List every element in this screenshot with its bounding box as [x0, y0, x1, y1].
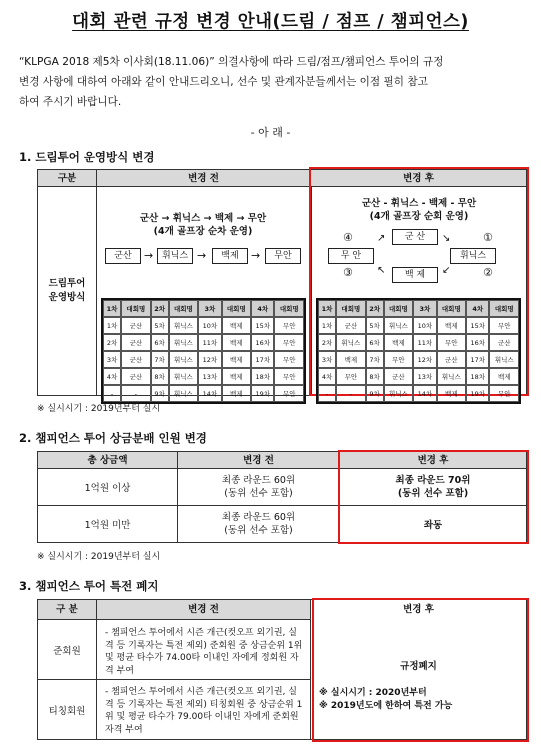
after-grid-cell: 5차 [366, 317, 384, 334]
table-row [318, 334, 519, 351]
before-grid-cell: 10차 [198, 317, 221, 334]
after-grid-cell: 17차 [466, 351, 489, 368]
after-grid-cell: - [318, 385, 336, 402]
before-grid-header: 4차 [251, 300, 274, 317]
prize-amount-cell: 1억원 이상 [38, 469, 178, 506]
before-grid-cell: 군산 [121, 334, 150, 351]
after-flow-subtitle: (4개 골프장 순회 운영) [369, 211, 469, 222]
after-grid-cell: 3차 [318, 351, 336, 368]
before-line: 최종 라운드 60위 [221, 475, 296, 486]
table-row [103, 334, 304, 351]
before-grid-cell: 18차 [251, 368, 274, 385]
before-grid-cell: 11차 [198, 334, 221, 351]
after-grid-cell: 군산 [437, 351, 466, 368]
col-before-header: 변경 전 [97, 170, 311, 187]
before-grid-header: 1차 [103, 300, 121, 317]
member-type-cell: 티칭회원 [38, 680, 97, 739]
col-before-header: 변경 전 [178, 452, 340, 469]
after-grid-cell: 휘닉스 [489, 351, 519, 368]
before-grid-cell: 16차 [251, 334, 274, 351]
before-grid-cell: 휘닉스 [169, 385, 198, 402]
col-after-header: 변경 후 [311, 600, 526, 620]
after-grid-cell: 군산 [384, 368, 413, 385]
table-row [103, 317, 304, 334]
after-box-gunsan: 군 산 [392, 229, 438, 245]
table-row [318, 368, 519, 385]
before-grid-cell: 군산 [121, 368, 150, 385]
before-grid-cell: 휘닉스 [169, 317, 198, 334]
before-grid-cell: 5차 [151, 317, 169, 334]
after-grid-cell: 휘닉스 [384, 317, 413, 334]
col-after-header: 변경 후 [340, 452, 526, 469]
circled-4-mark: ④ [343, 231, 353, 244]
before-grid-cell: 8차 [151, 368, 169, 385]
table-row [318, 317, 519, 334]
prize-amount-cell: 1억원 미만 [38, 506, 178, 542]
col-after-header: 변경 후 [311, 170, 526, 187]
after-grid-cell: 2차 [318, 334, 336, 351]
before-grid-header: 대회명 [121, 300, 150, 317]
before-grid-cell: 백제 [222, 385, 251, 402]
before-flow-route: 군산 → 휘닉스 → 백제 → 무안 [139, 213, 267, 224]
after-grid-cell: 군산 [336, 317, 365, 334]
before-flow-subtitle: (4개 골프장 순차 운영) [153, 226, 253, 237]
before-grid-cell: - [121, 385, 150, 402]
before-grid-header: 3차 [198, 300, 221, 317]
after-grid-cell: 백제 [437, 317, 466, 334]
before-schedule-grid [101, 298, 306, 404]
col-category-header: 구분 [38, 170, 97, 187]
table-row [103, 351, 304, 368]
before-cell [178, 469, 340, 506]
after-grid-cell: 12차 [413, 351, 436, 368]
before-flow-title [96, 212, 310, 238]
after-grid-header: 대회명 [489, 300, 519, 317]
section3-heading: 3. 챔피언스 투어 특전 폐지 [19, 579, 159, 593]
page-title: 대회 관련 규정 변경 안내(드림 / 점프 / 챔피언스) [72, 12, 469, 32]
before-grid-cell: 17차 [251, 351, 274, 368]
section-divider-label: - 아 래 - [250, 126, 291, 139]
before-grid-cell: 백제 [222, 334, 251, 351]
intro-line: 하여 주시기 바랍니다. [19, 96, 122, 108]
after-grid-cell: 휘닉스 [384, 385, 413, 402]
section1-heading: 1. 드림투어 운영방식 변경 [19, 150, 155, 164]
arrow-right-icon: → [197, 249, 207, 262]
before-text-cell: - 챔피언스 투어에서 시즌 개근(컷오프 외기권, 실격 등 기록자는 특전 제외) 티칭회원 중 상금순위 1위 및 평균 타수가 79.00타 이내인 자에게 준회원 자격 부여 [97, 680, 311, 739]
after-grid-header: 대회명 [384, 300, 413, 317]
before-grid-header: 대회명 [274, 300, 304, 317]
before-grid-header: 2차 [151, 300, 169, 317]
col-before-header: 변경 전 [97, 600, 311, 620]
after-grid-cell: 18차 [466, 368, 489, 385]
after-grid-header: 1차 [318, 300, 336, 317]
intro-paragraph [19, 52, 531, 112]
before-grid-cell: 14차 [198, 385, 221, 402]
after-note: ※ 2019년도에 한하여 특전 가능 [319, 701, 453, 711]
after-grid-cell: 15차 [466, 317, 489, 334]
after-grid-cell: 백제 [336, 351, 365, 368]
section2-heading: 2. 챔피언스 투어 상금분배 인원 변경 [19, 431, 207, 445]
table-row [103, 385, 304, 402]
after-grid-cell: 무안 [489, 317, 519, 334]
after-grid-cell: 10차 [413, 317, 436, 334]
after-grid-cell: - [336, 385, 365, 402]
before-grid-cell: 9차 [151, 385, 169, 402]
arrow-down-left-icon: ↙ [442, 265, 451, 276]
after-schedule-grid [316, 298, 521, 404]
col-type-header: 구 분 [38, 600, 97, 620]
after-grid-cell: 9차 [366, 385, 384, 402]
after-grid-cell: 무안 [336, 368, 365, 385]
after-grid-cell: 휘닉스 [336, 334, 365, 351]
member-type-cell: 준회원 [38, 620, 97, 680]
before-grid-cell: - [103, 385, 121, 402]
after-cell: 좌동 [423, 520, 443, 531]
after-highlight-box [338, 450, 529, 544]
arrow-up-right-icon: ↗ [377, 233, 386, 244]
before-grid-cell: 군산 [121, 317, 150, 334]
before-box-muan: 무안 [265, 248, 301, 264]
before-line: (동위 선수 포함) [224, 488, 293, 499]
before-grid-cell: 휘닉스 [169, 351, 198, 368]
after-box-phoenix: 휘닉스 [450, 248, 496, 264]
intro-line: 변경 사항에 대하여 아래와 같이 안내드리오니, 선수 및 관계자분들께서는 이점 필히 참고 [19, 76, 428, 88]
arrow-right-icon: → [144, 249, 154, 262]
after-grid-cell: 1차 [318, 317, 336, 334]
before-box-baekje: 백제 [212, 248, 248, 264]
after-grid-header: 대회명 [437, 300, 466, 317]
after-title: 규정폐지 [400, 661, 437, 672]
before-grid-cell: 백제 [222, 351, 251, 368]
before-line: 최종 라운드 60위 [221, 512, 296, 523]
after-flow-title [311, 197, 527, 223]
before-grid-cell: 무안 [274, 334, 304, 351]
before-grid-header: 대회명 [169, 300, 198, 317]
after-grid-cell: 6차 [366, 334, 384, 351]
before-grid-cell: 2차 [103, 334, 121, 351]
after-grid-cell: 백제 [384, 334, 413, 351]
after-grid-cell: 백제 [437, 385, 466, 402]
after-flow-route: 군산 - 휘닉스 - 백제 - 무안 [361, 198, 477, 209]
before-grid-cell: 4차 [103, 368, 121, 385]
arrow-right-icon: → [251, 249, 261, 262]
before-grid-cell: 휘닉스 [169, 368, 198, 385]
before-line: (동위 선수 포함) [224, 525, 293, 536]
after-grid-header: 대회명 [336, 300, 365, 317]
arrow-up-left-icon: ↖ [377, 265, 386, 276]
before-box-gunsan: 군산 [105, 248, 141, 264]
before-grid-cell: 7차 [151, 351, 169, 368]
before-grid-cell: 19차 [251, 385, 274, 402]
col-total-prize-header: 총 상금액 [38, 452, 178, 469]
before-grid-cell: 13차 [198, 368, 221, 385]
after-line: (동위 선수 포함) [397, 488, 469, 499]
after-grid-cell: 4차 [318, 368, 336, 385]
table-row [318, 385, 519, 402]
before-box-phoenix: 휘닉스 [157, 248, 193, 264]
after-grid-cell: 무안 [384, 351, 413, 368]
after-grid-cell: 13차 [413, 368, 436, 385]
table-row [103, 368, 304, 385]
after-grid-header: 4차 [466, 300, 489, 317]
after-line: 최종 라운드 70위 [395, 475, 471, 486]
before-grid-cell: 12차 [198, 351, 221, 368]
before-grid-cell: 3차 [103, 351, 121, 368]
before-grid-cell: 백제 [222, 317, 251, 334]
after-grid-cell: 19차 [466, 385, 489, 402]
after-box-baekje: 백 제 [392, 267, 438, 283]
before-grid-cell: 1차 [103, 317, 121, 334]
row-label: 드림투어 운영방식 [48, 278, 86, 303]
circled-3-mark: ③ [343, 266, 353, 279]
after-grid-cell: 11차 [413, 334, 436, 351]
before-grid-cell: 군산 [121, 351, 150, 368]
before-cell [178, 506, 340, 542]
circled-1-mark: ① [483, 231, 493, 244]
after-highlight-box [312, 598, 529, 742]
after-grid-cell: 백제 [489, 368, 519, 385]
before-text-cell: - 챔피언스 투어에서 시즌 개근(컷오프 외기권, 실격 등 기록자는 특전 제외) 준회원 중 상금순위 1위 및 평균 타수가 74.00타 이내인 자에게 정회원 자격 부여 [97, 620, 311, 680]
before-grid-cell: 무안 [274, 385, 304, 402]
before-grid-cell: 무안 [274, 317, 304, 334]
before-grid-cell: 백제 [222, 368, 251, 385]
after-grid-cell: 무안 [489, 385, 519, 402]
after-box-muan: 무 안 [328, 248, 374, 264]
before-grid-cell: 15차 [251, 317, 274, 334]
before-grid-cell: 6차 [151, 334, 169, 351]
section2-note: ※ 실시시기 : 2019년부터 실시 [37, 552, 161, 562]
before-grid-header: 대회명 [222, 300, 251, 317]
after-grid-cell: 7차 [366, 351, 384, 368]
after-grid-cell: 무안 [437, 334, 466, 351]
before-grid-cell: 무안 [274, 351, 304, 368]
after-grid-header: 3차 [413, 300, 436, 317]
arrow-down-right-icon: ↘ [442, 233, 451, 244]
after-grid-header: 2차 [366, 300, 384, 317]
table-row [318, 351, 519, 368]
section1-note: ※ 실시시기 : 2019년부터 실시 [37, 404, 161, 414]
before-grid-cell: 무안 [274, 368, 304, 385]
after-grid-cell: 휘닉스 [437, 368, 466, 385]
after-grid-cell: 14차 [413, 385, 436, 402]
circled-2-mark: ② [483, 266, 493, 279]
after-note: ※ 실시시기 : 2020년부터 [319, 688, 427, 698]
after-grid-cell: 군산 [489, 334, 519, 351]
intro-line: “KLPGA 2018 제5차 이사회(18.11.06)” 의결사항에 따라 드림/점프/챔피언스 투어의 규정 [19, 56, 444, 68]
before-grid-cell: 휘닉스 [169, 334, 198, 351]
after-grid-cell: 8차 [366, 368, 384, 385]
after-grid-cell: 16차 [466, 334, 489, 351]
